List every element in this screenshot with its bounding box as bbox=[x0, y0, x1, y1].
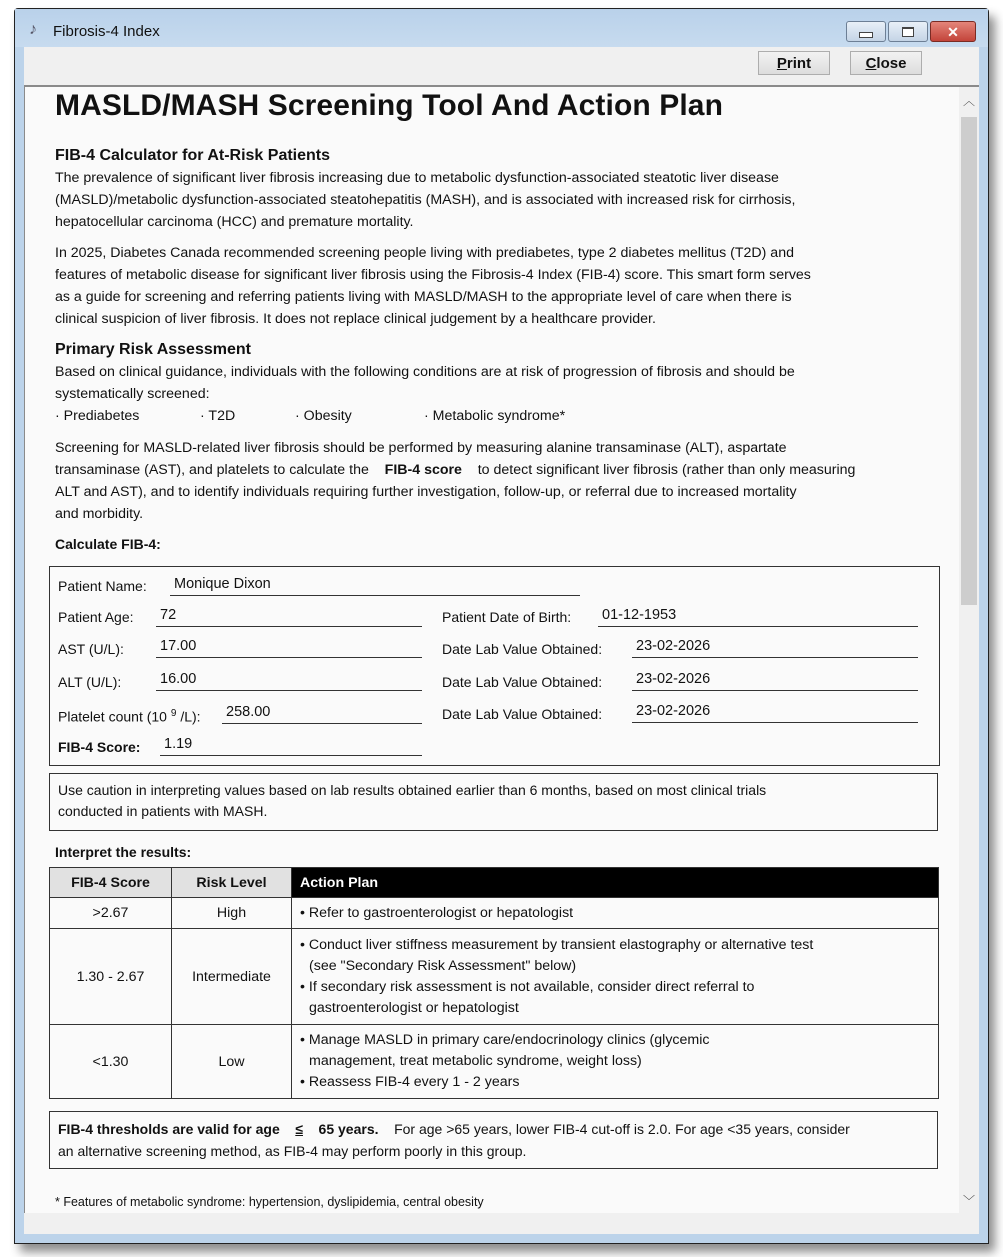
interpret-heading: Interpret the results: bbox=[55, 844, 192, 860]
condition-item: · Prediabetes bbox=[55, 408, 140, 424]
intro-line: The prevalence of significant liver fibrosis increasing due to metabolic dysfunction-associated steatotic liver disease bbox=[55, 170, 779, 186]
score-cell: <1.30 bbox=[50, 1025, 172, 1099]
caution-line: Use caution in interpreting values based on lab results obtained earlier than 6 months, based on most clinical trials bbox=[58, 782, 767, 798]
threshold-bold: FIB-4 thresholds are valid for age bbox=[58, 1121, 280, 1137]
platelet-exponent: 9 bbox=[170, 708, 177, 719]
close-label: lose bbox=[876, 54, 907, 72]
ast-label: AST (U/L): bbox=[58, 641, 124, 657]
platelet-date-field[interactable]: 23-02-2026 bbox=[632, 700, 918, 723]
footnote: * Features of metabolic syndrome: hypertension, dyslipidemia, central obesity bbox=[55, 1195, 484, 1209]
vertical-scrollbar[interactable] bbox=[959, 87, 979, 1213]
print-label: rint bbox=[786, 54, 812, 72]
chevron-down-icon[interactable]: ﹀ bbox=[962, 1193, 975, 1208]
interpretation-table bbox=[49, 867, 939, 1099]
minimize-button[interactable] bbox=[846, 21, 886, 42]
patient-name-field[interactable]: Monique Dixon bbox=[170, 573, 580, 596]
guideline-line: features of metabolic disease for significant liver fibrosis using the Fibrosis-4 Index (FIB-4) score. This smart form serves bbox=[55, 267, 811, 283]
dob-label: Patient Date of Birth: bbox=[442, 609, 572, 625]
caution-note bbox=[49, 773, 938, 831]
alt-date-label: Date Lab Value Obtained: bbox=[442, 674, 603, 690]
ast-field[interactable]: 17.00 bbox=[156, 635, 422, 658]
window-title: Fibrosis-4 Index bbox=[53, 23, 160, 40]
threshold-line: an alternative screening method, as FIB-4 may perform poorly in this group. bbox=[58, 1143, 527, 1159]
conditions-list bbox=[55, 405, 943, 427]
risk-line: systematically screened: bbox=[55, 386, 210, 402]
intro-line: hepatocellular carcinoma (HCC) and premature mortality. bbox=[55, 214, 414, 230]
caution-line: conducted in patients with MASH. bbox=[58, 803, 268, 819]
patient-name-label: Patient Name: bbox=[58, 578, 147, 594]
fib4-calculator-form bbox=[49, 566, 940, 766]
platelet-label bbox=[58, 703, 201, 728]
patient-age-field[interactable]: 72 bbox=[156, 604, 422, 627]
platelet-label-text: Platelet count (10 bbox=[58, 708, 167, 725]
intro-line: (MASLD)/metabolic dysfunction-associated steatohepatitis (MASH), and is associated with increased risk for cirrhosis, bbox=[55, 192, 796, 208]
dob-field[interactable]: 01-12-1953 bbox=[598, 604, 918, 627]
alt-label: ALT (U/L): bbox=[58, 674, 122, 690]
risk-cell: Low bbox=[172, 1025, 292, 1099]
platelet-date-label: Date Lab Value Obtained: bbox=[442, 706, 603, 722]
fib4-score-field: 1.19 bbox=[160, 733, 422, 756]
close-mnemonic: C bbox=[865, 54, 877, 72]
plan-item: • Conduct liver stiffness measurement by transient elastography or alternative test (see "Secondary Risk Assessment" below) bbox=[300, 936, 814, 974]
close-button[interactable] bbox=[850, 51, 922, 75]
fib4-score-emphasis: FIB-4 score bbox=[384, 462, 462, 478]
platelet-field[interactable]: 258.00 bbox=[222, 701, 422, 724]
header-action-plan: Action Plan bbox=[292, 868, 939, 898]
calculate-heading: Calculate FIB-4: bbox=[55, 536, 161, 552]
section-heading-calculator: FIB-4 Calculator for At-Risk Patients bbox=[55, 147, 331, 164]
guideline-line: as a guide for screening and referring patients living with MASLD/MASH to the appropriate level of care when there is bbox=[55, 289, 792, 305]
guideline-line: clinical suspicion of liver fibrosis. It does not replace clinical judgement by a healthcare provider. bbox=[55, 311, 656, 327]
condition-item: · Obesity bbox=[295, 408, 352, 424]
maximize-button[interactable] bbox=[888, 21, 928, 42]
close-icon: ✕ bbox=[947, 23, 959, 40]
chevron-up-icon[interactable]: ︿ bbox=[962, 93, 975, 108]
plan-item: • Reassess FIB-4 every 1 - 2 years bbox=[300, 1074, 520, 1090]
screening-line: ALT and AST), and to identify individuals requiring further investigation, follow-up, or referral due to increased mortality bbox=[55, 484, 797, 500]
close-window-button[interactable] bbox=[930, 21, 976, 42]
score-cell: >2.67 bbox=[50, 898, 172, 929]
plan-cell bbox=[292, 929, 939, 1025]
header-risk-level: Risk Level bbox=[172, 868, 292, 898]
screening-line: Screening for MASLD-related liver fibrosis should be performed by measuring alanine transaminase (ALT), aspartate bbox=[55, 440, 787, 456]
risk-cell: Intermediate bbox=[172, 929, 292, 1025]
minimize-icon bbox=[859, 32, 873, 38]
screening-line: and morbidity. bbox=[55, 506, 144, 522]
app-window bbox=[14, 8, 989, 1244]
toolbar bbox=[24, 47, 979, 85]
threshold-bold: 65 years. bbox=[318, 1121, 379, 1137]
ast-date-label: Date Lab Value Obtained: bbox=[442, 641, 603, 657]
platelet-label-unit: /L): bbox=[180, 708, 201, 725]
stethoscope-icon: ♪ bbox=[29, 21, 37, 38]
plan-item: • If secondary risk assessment is not available, consider direct referral to gastroenterologist or hepatologist bbox=[300, 978, 755, 1016]
alt-date-field[interactable]: 23-02-2026 bbox=[632, 668, 918, 691]
client-area bbox=[24, 47, 979, 1234]
print-button[interactable] bbox=[758, 51, 830, 75]
less-equal-symbol: ≤ bbox=[295, 1121, 303, 1137]
plan-item: • Refer to gastroenterologist or hepatologist bbox=[300, 904, 574, 921]
patient-age-label: Patient Age: bbox=[58, 609, 134, 625]
table-row bbox=[50, 1025, 939, 1099]
document-pane[interactable] bbox=[24, 85, 979, 1213]
table-row bbox=[50, 898, 939, 929]
screening-text: to detect significant liver fibrosis (rather than only measuring bbox=[477, 462, 856, 478]
window-controls bbox=[846, 21, 976, 42]
plan-cell bbox=[292, 898, 939, 929]
maximize-icon bbox=[902, 27, 914, 37]
section-heading-primary-risk: Primary Risk Assessment bbox=[55, 341, 251, 358]
plan-item: • Manage MASLD in primary care/endocrinology clinics (glycemic management, treat metabolic syndrome, weight loss) bbox=[300, 1032, 710, 1069]
table-row bbox=[50, 929, 939, 1025]
guideline-line: In 2025, Diabetes Canada recommended screening people living with prediabetes, type 2 diabetes mellitus (T2D) and bbox=[55, 245, 794, 261]
threshold-line bbox=[58, 1118, 929, 1140]
title-bar[interactable] bbox=[15, 9, 988, 47]
condition-item: · T2D bbox=[200, 408, 236, 424]
fib4-score-label: FIB-4 Score: bbox=[58, 739, 141, 755]
screening-line bbox=[55, 459, 855, 481]
page-title: MASLD/MASH Screening Tool And Action Plan bbox=[55, 89, 723, 122]
table-header-row bbox=[50, 868, 939, 898]
header-fib4-score: FIB-4 Score bbox=[50, 868, 172, 898]
plan-cell bbox=[292, 1025, 939, 1099]
risk-line: Based on clinical guidance, individuals with the following conditions are at risk of progression of fibrosis and should be bbox=[55, 364, 795, 380]
alt-field[interactable]: 16.00 bbox=[156, 668, 422, 691]
ast-date-field[interactable]: 23-02-2026 bbox=[632, 635, 918, 658]
condition-item: · Metabolic syndrome* bbox=[424, 408, 566, 424]
status-bar bbox=[24, 1214, 979, 1234]
threshold-text: For age >65 years, lower FIB-4 cut-off is 2.0. For age <35 years, consider bbox=[394, 1121, 850, 1137]
print-mnemonic: P bbox=[776, 54, 787, 72]
scrollbar-thumb[interactable] bbox=[961, 117, 977, 605]
risk-cell: High bbox=[172, 898, 292, 929]
screening-text: transaminase (AST), and platelets to calculate the bbox=[55, 462, 369, 478]
score-cell: 1.30 - 2.67 bbox=[50, 929, 172, 1025]
threshold-note bbox=[49, 1111, 938, 1169]
